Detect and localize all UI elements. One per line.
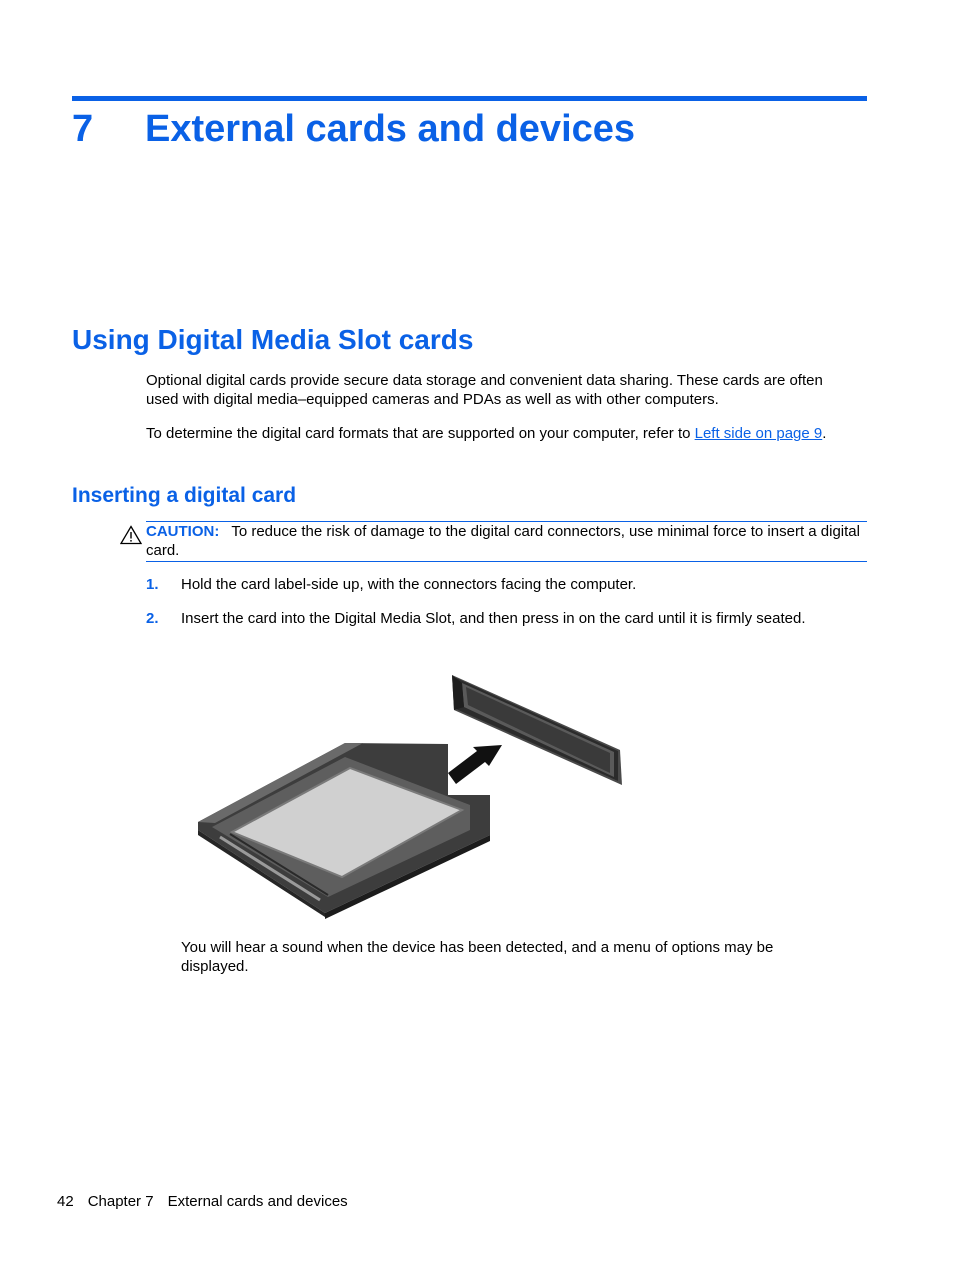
reference-end: . xyxy=(822,425,827,442)
chapter-number: 7 xyxy=(72,108,94,150)
footer-chapter-title: External cards and devices xyxy=(167,1193,348,1210)
chapter-heading xyxy=(72,106,635,152)
caution-message: To reduce the risk of damage to the digital card connectors, use minimal force to insert a digital card. xyxy=(146,523,860,559)
page-footer xyxy=(57,1192,348,1211)
step-number: 2. xyxy=(146,610,159,627)
sd-card-insertion-illustration xyxy=(190,665,630,920)
footer-page-number: 42 xyxy=(57,1193,74,1210)
footer-chapter-label: Chapter 7 xyxy=(87,1193,154,1210)
reference-paragraph xyxy=(146,424,846,443)
warning-triangle-icon xyxy=(120,525,142,545)
step-text: Hold the card label-side up, with the connectors facing the computer. xyxy=(181,576,637,593)
step-number: 1. xyxy=(146,576,159,593)
chapter-title: External cards and devices xyxy=(145,108,636,150)
step-text: Insert the card into the Digital Media Slot, and then press in on the card until it is firmly seated. xyxy=(181,610,806,627)
insert-arrow-icon xyxy=(448,745,502,784)
left-side-link[interactable]: Left side on page 9 xyxy=(694,425,823,442)
intro-paragraph: Optional digital cards provide secure data storage and convenient data sharing. These cards are often used with digital media–equipped cameras and PDAs as well as with other computers. xyxy=(146,372,823,408)
media-slot xyxy=(452,675,622,785)
subsection-heading: Inserting a digital card xyxy=(72,484,297,507)
reference-text: To determine the digital card formats that are supported on your computer, refer to xyxy=(146,425,695,442)
caution-label: CAUTION: xyxy=(146,523,220,540)
sd-card xyxy=(198,743,490,919)
section-heading: Using Digital Media Slot cards xyxy=(72,324,474,355)
result-paragraph: You will hear a sound when the device has been detected, and a menu of options may be displayed. xyxy=(181,939,774,975)
caution-text xyxy=(146,522,864,560)
chapter-rule xyxy=(72,96,867,101)
